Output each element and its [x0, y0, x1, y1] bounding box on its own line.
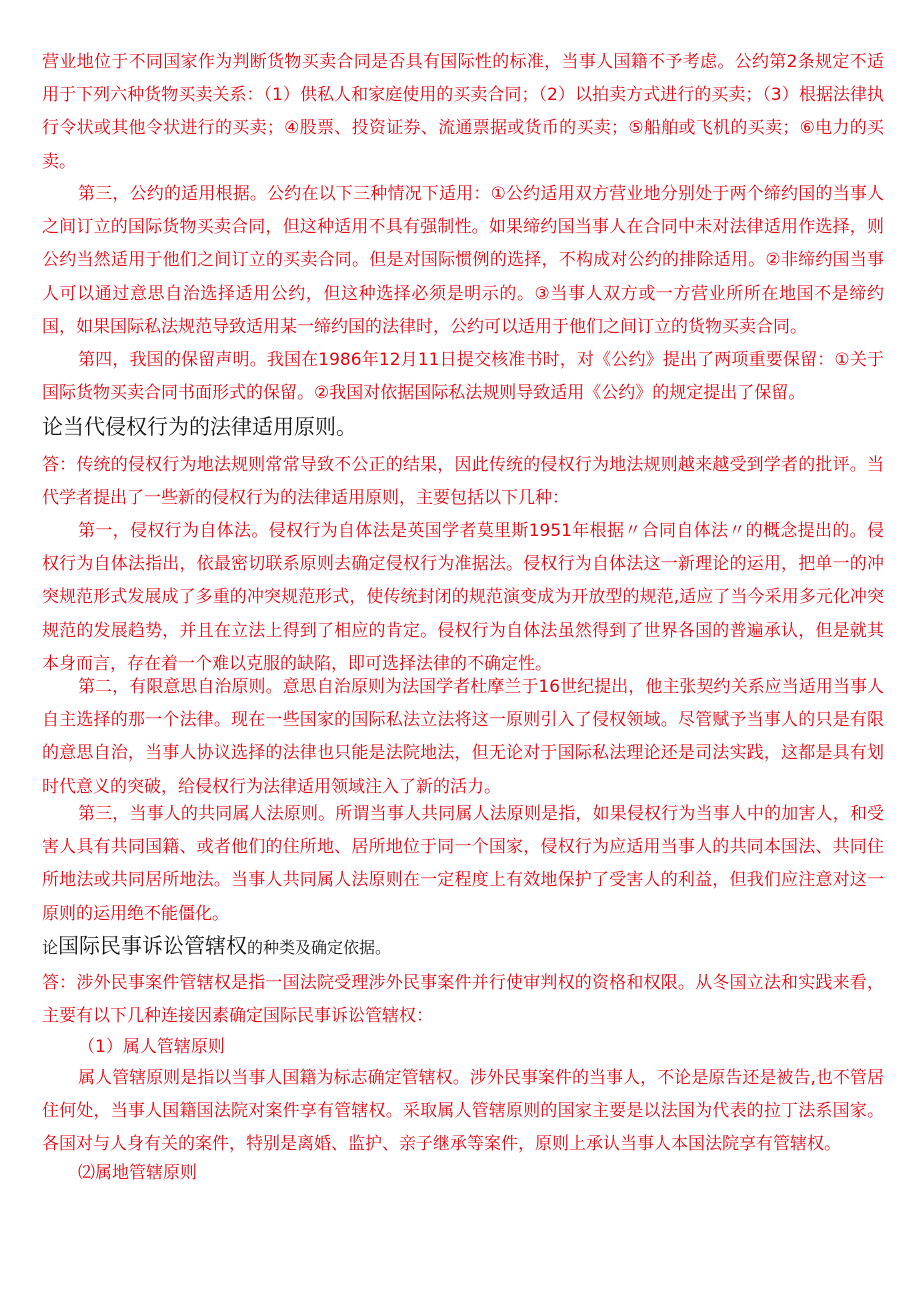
territorial-jurisdiction-subheading: ⑵属地管辖原则 [78, 1163, 197, 1183]
cisg-scope-paragraph: 营业地位于不同国家作为判断货物买卖合同是否具有国际性的标准，当事人国籍不予考虑。公约第2条规定不适用于下列六种货物买卖关系：（1）供私人和家庭使用的买卖合同；（2）以拍卖方式进行的买卖；（3）根据法律执行令状或其他令状进行的买卖；④股票、投资证券、流通票据或货币的买卖；⑤船舶或飞机的买卖；⑥电力的买卖。 [42, 52, 884, 172]
jurisdiction-heading-prefix: 论 [42, 938, 59, 957]
jurisdiction-heading [42, 932, 391, 962]
tort-principle-2-paragraph: 第二，有限意思自治原则。意思自治原则为法国学者杜摩兰于16世纪提出，他主张契约关系应当适用当事人自主选择的那一个法律。现在一些国家的国际私法立法将这一原则引入了侵权领域。尽管赋予当事人的只是有限的意思自治，当事人协议选择的法律也只能是法院地法，但无论对于国际私法理论还是司法实践，这都是具有划时代意义的突破，给侵权行为法律适用领域注入了新的活力。 [42, 677, 884, 797]
jurisdiction-heading-main: 国际民事诉讼管辖权 [58, 934, 248, 958]
personal-jurisdiction-subheading: （1）属人管辖原则 [78, 1037, 225, 1057]
personal-jurisdiction-paragraph: 属人管辖原则是指以当事人国籍为标志确定管辖权。涉外民事案件的当事人，不论是原告还是被告,也不管居住何处，当事人国籍国法院对案件享有管辖权。采取属人管辖原则的国家主要是以法国为代表的拉丁法系国家。各国对与人身有关的案件，特别是离婚、监护、亲子继承等案件，原则上承认当事人本国法院享有管辖权。 [42, 1068, 884, 1155]
jurisdiction-heading-suffix: 的种类及确定依据。 [247, 938, 392, 957]
tort-law-heading: 论当代侵权行为的法律适用原则。 [42, 415, 357, 439]
tort-answer-intro: 答：传统的侵权行为地法规则常常导致不公正的结果，因此传统的侵权行为地法规则越来越受到学者的批评。当代学者提出了一些新的侵权行为的法律适用原则，主要包括以下几种： [42, 455, 884, 509]
tort-principle-1-paragraph: 第一，侵权行为自体法。侵权行为自体法是英国学者莫里斯1951年根据〃合同自体法〃的概念提出的。侵权行为自体法指出，依最密切联系原则去确定侵权行为准据法。侵权行为自体法这一新理论的运用，把单一的冲突规范形式发展成了多重的冲突规范形式，使传统封闭的规范演变成为开放型的规范,适应了当今采用多元化冲突规范的发展趋势，并且在立法上得到了相应的肯定。侵权行为自体法虽然得到了世界各国的普遍承认，但是就其本身而言，存在着一个难以克服的缺陷，即可选择法律的不确定性。 [42, 521, 884, 674]
cisg-application-paragraph: 第三，公约的适用根据。公约在以下三种情况下适用：①公约适用双方营业地分别处于两个缔约国的当事人之间订立的国际货物买卖合同，但这种适用不具有强制性。如果缔约国当事人在合同中未对法律适用作选择，则公约当然适用于他们之间订立的买卖合同。但是对国际惯例的选择，不构成对公约的排除适用。②非缔约国当事人可以通过意思自治选择适用公约，但这种选择必须是明示的。③当事人双方或一方营业所所在地国不是缔约国，如果国际私法规范导致适用某一缔约国的法律时，公约可以适用于他们之间订立的货物买卖合同。 [42, 184, 884, 337]
jurisdiction-answer-intro: 答：涉外民事案件管辖权是指一国法院受理涉外民事案件并行使审判权的资格和权限。从冬国立法和实践来看，主要有以下几种连接因素确定国际民事诉讼管辖权： [42, 973, 884, 1027]
cisg-reservation-paragraph: 第四，我国的保留声明。我国在1986年12月11日提交核准书时，对《公约》提出了两项重要保留：①关于国际货物买卖合同书面形式的保留。②我国对依据国际私法规则导致适用《公约》的规定提出了保留。 [42, 350, 884, 404]
tort-principle-3-paragraph: 第三，当事人的共同属人法原则。所谓当事人共同属人法原则是指，如果侵权行为当事人中的加害人，和受害人具有共同国籍、或者他们的住所地、居所地位于同一个国家，侵权行为应适用当事人的共同本国法、共同住所地法或共同居所地法。当事人共同属人法原则在一定程度上有效地保护了受害人的利益，但我们应注意对这一原则的运用绝不能僵化。 [42, 804, 884, 924]
